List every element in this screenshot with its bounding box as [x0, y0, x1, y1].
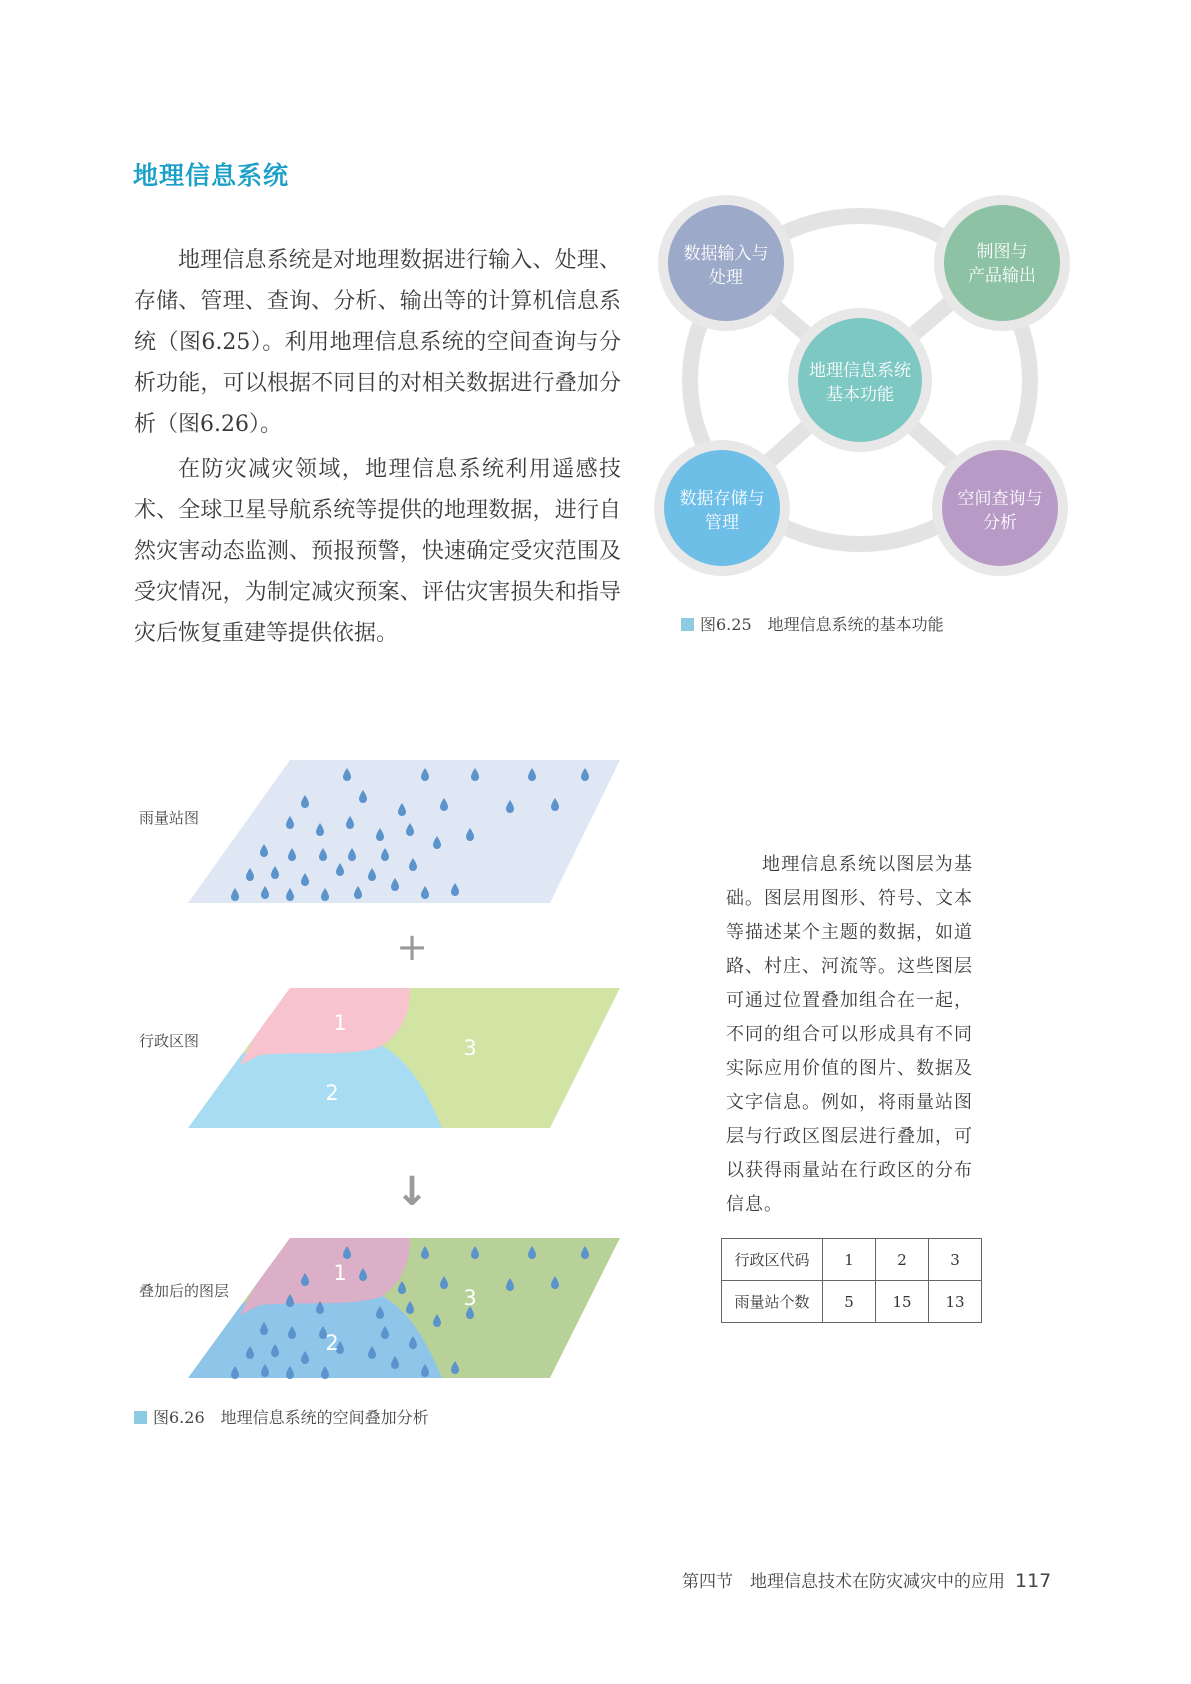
query-analysis-line2: 分析	[983, 513, 1017, 533]
input-processing-line1: 数据输入与	[683, 244, 769, 264]
figure-6-26-caption: 图6.26 地理信息系统的空间叠加分析	[134, 1405, 429, 1428]
table-header-count: 雨量站个数	[722, 1281, 823, 1323]
table-cell: 5	[823, 1281, 876, 1323]
paragraph-1: 地理信息系统是对地理数据进行输入、处理、存储、管理、查询、分析、输出等的计算机信息系统（图6.25）。利用地理信息系统的空间查询与分析功能，可以根据不同目的对相关数据进行叠加分析（图6.26）。	[134, 248, 621, 437]
footer-section-title: 第四节 地理信息技术在防灾减灾中的应用	[682, 1572, 1005, 1592]
gis-core-line2: 基本功能	[826, 385, 894, 405]
side-note-text: 地理信息系统以图层为基础。图层用图形、符号、文本等描述某个主题的数据，如道路、村庄、河流等。这些图层可通过位置叠加组合在一起，不同的组合可以形成具有不同实际应用价值的图片、数据及文字信息。例如，将雨量站图层与行政区图层进行叠加，可以获得雨量站在行政区的分布信息。	[726, 854, 973, 1215]
side-note	[726, 848, 973, 1222]
mapping-output-line2: 产品输出	[968, 266, 1036, 286]
table-cell: 2	[876, 1239, 929, 1281]
page-footer	[682, 1567, 1051, 1592]
body-text	[134, 240, 621, 658]
table-cell: 15	[876, 1281, 929, 1323]
rain-station-layer	[188, 760, 620, 903]
table-cell: 13	[929, 1281, 982, 1323]
overlay-analysis-diagram	[180, 755, 630, 1395]
region-3-number: 3	[463, 1036, 477, 1060]
region-1-number: 1	[333, 1011, 347, 1035]
plus-icon: +	[396, 925, 428, 969]
table-header-code: 行政区代码	[722, 1239, 823, 1281]
down-arrow-icon: ↓	[395, 1169, 429, 1215]
page-number: 117	[1015, 1570, 1052, 1592]
admin-region-layer-label: 行政区图	[139, 1032, 200, 1050]
query-analysis-line1: 空间查询与	[957, 489, 1043, 509]
paragraph-2: 在防灾减灾领域，地理信息系统利用遥感技术、全球卫星导航系统等提供的地理数据，进行自然灾害动态监测、预报预警，快速确定受灾范围及受灾情况，为制定减灾预案、评估灾害损失和指导灾后恢复重建等提供依据。	[134, 457, 621, 646]
gis-functions-diagram	[650, 195, 1070, 600]
table-row	[722, 1281, 982, 1323]
gis-core-line1: 地理信息系统	[809, 361, 911, 381]
region-2-number: 2	[325, 1081, 339, 1105]
input-processing-line2: 处理	[709, 268, 743, 288]
section-title: 地理信息系统	[133, 161, 290, 190]
overlay-region-2-number: 2	[325, 1331, 339, 1355]
storage-management-line1: 数据存储与	[679, 489, 765, 509]
table-cell: 3	[929, 1239, 982, 1281]
storage-management-line2: 管理	[705, 513, 739, 533]
overlay-layer	[180, 1238, 620, 1378]
table-cell: 1	[823, 1239, 876, 1281]
figure-6-25-caption: 图6.25 地理信息系统的基本功能	[681, 612, 944, 635]
mapping-output-bubble	[944, 205, 1060, 321]
table-row	[722, 1239, 982, 1281]
rain-station-count-table	[721, 1238, 982, 1323]
overlay-region-3-number: 3	[463, 1286, 477, 1310]
mapping-output-line1: 制图与	[976, 242, 1028, 262]
overlay-region-1-number: 1	[333, 1261, 347, 1285]
rain-station-layer-label: 雨量站图	[139, 809, 200, 827]
overlay-layer-label: 叠加后的图层	[139, 1282, 230, 1300]
admin-region-layer	[180, 988, 620, 1128]
